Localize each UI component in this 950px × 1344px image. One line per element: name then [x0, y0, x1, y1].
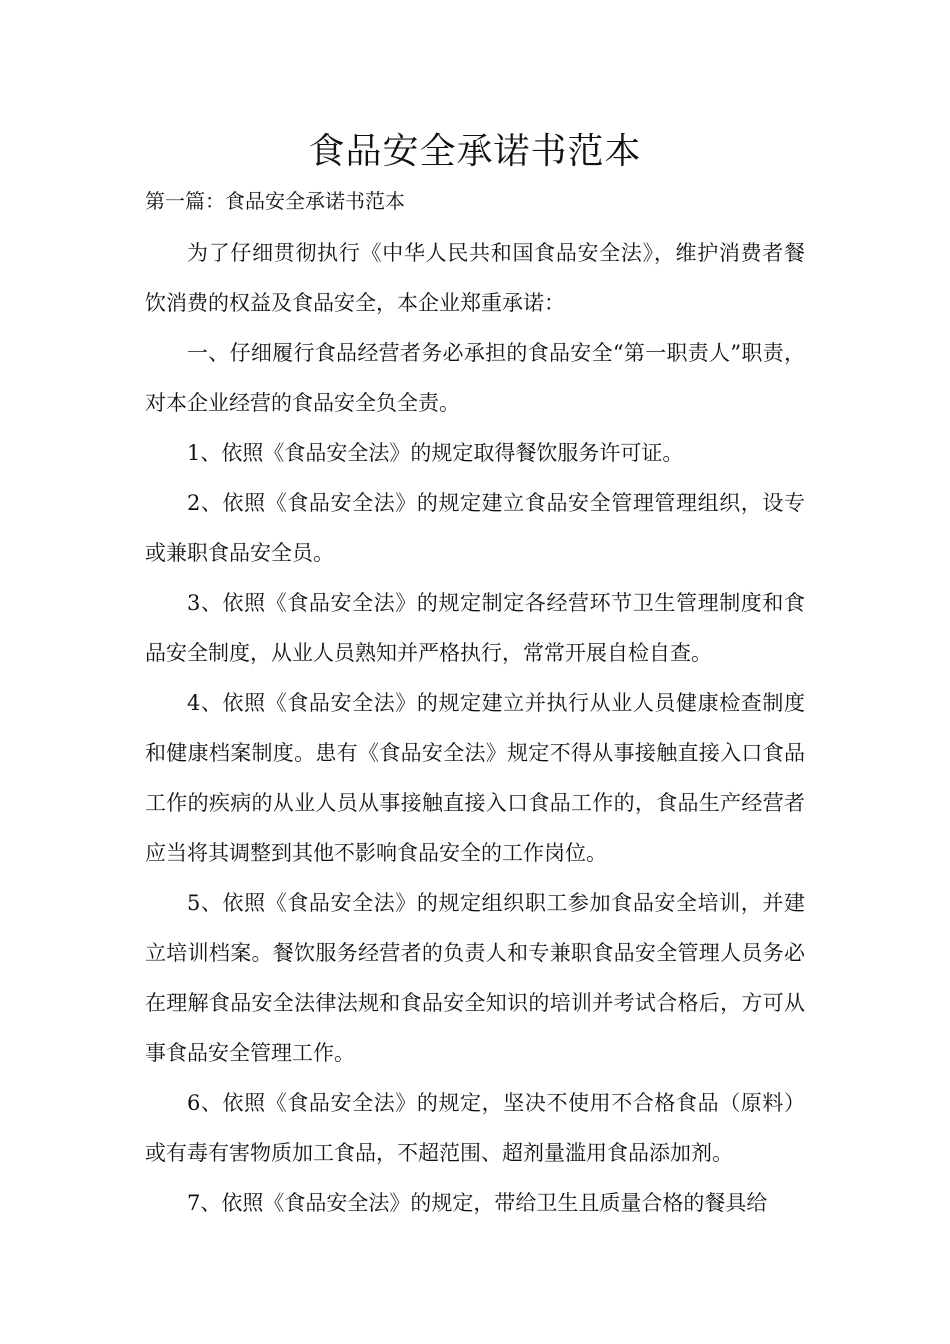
- body-paragraph: 1、依照《食品安全法》的规定取得餐饮服务许可证。: [187, 441, 684, 465]
- body-paragraph: 4、依照《食品安全法》的规定建立并执行从业人员健康检查制度和健康档案制度。患有《食品安全法》规定不得从事接触直接入口食品工作的疾病的从业人员从事接触直接入口食品工作的，食品生产经营者应当将其调整到其他不影响食品安全的工作岗位。: [145, 691, 805, 865]
- document-title: 食品安全承诺书范本: [308, 131, 642, 172]
- body-paragraph: 3、依照《食品安全法》的规定制定各经营环节卫生管理制度和食品安全制度，从业人员熟知并严格执行，常常开展自检自查。: [145, 591, 805, 665]
- body-paragraph: 7、依照《食品安全法》的规定，带给卫生且质量合格的餐具给: [187, 1191, 768, 1215]
- body-paragraph: 5、依照《食品安全法》的规定组织职工参加食品安全培训，并建立培训档案。餐饮服务经营者的负责人和专兼职食品安全管理人员务必在理解食品安全法律法规和食品安全知识的培训并考试合格后，方可从事食品安全管理工作。: [145, 891, 805, 1065]
- body-paragraph: 为了仔细贯彻执行《中华人民共和国食品安全法》，维护消费者餐饮消费的权益及食品安全，本企业郑重承诺：: [145, 241, 805, 315]
- document-body: [145, 228, 805, 1228]
- body-paragraph: 一、仔细履行食品经营者务必承担的食品安全“第一职责人”职责，对本企业经营的食品安全负全责。: [145, 341, 805, 415]
- section-heading: 第一篇：食品安全承诺书范本: [145, 189, 405, 213]
- body-paragraph: 6、依照《食品安全法》的规定，坚决不使用不合格食品（原料）或有毒有害物质加工食品，不超范围、超剂量滥用食品添加剂。: [145, 1091, 805, 1165]
- body-paragraph: 2、依照《食品安全法》的规定建立食品安全管理管理组织，设专或兼职食品安全员。: [145, 491, 805, 565]
